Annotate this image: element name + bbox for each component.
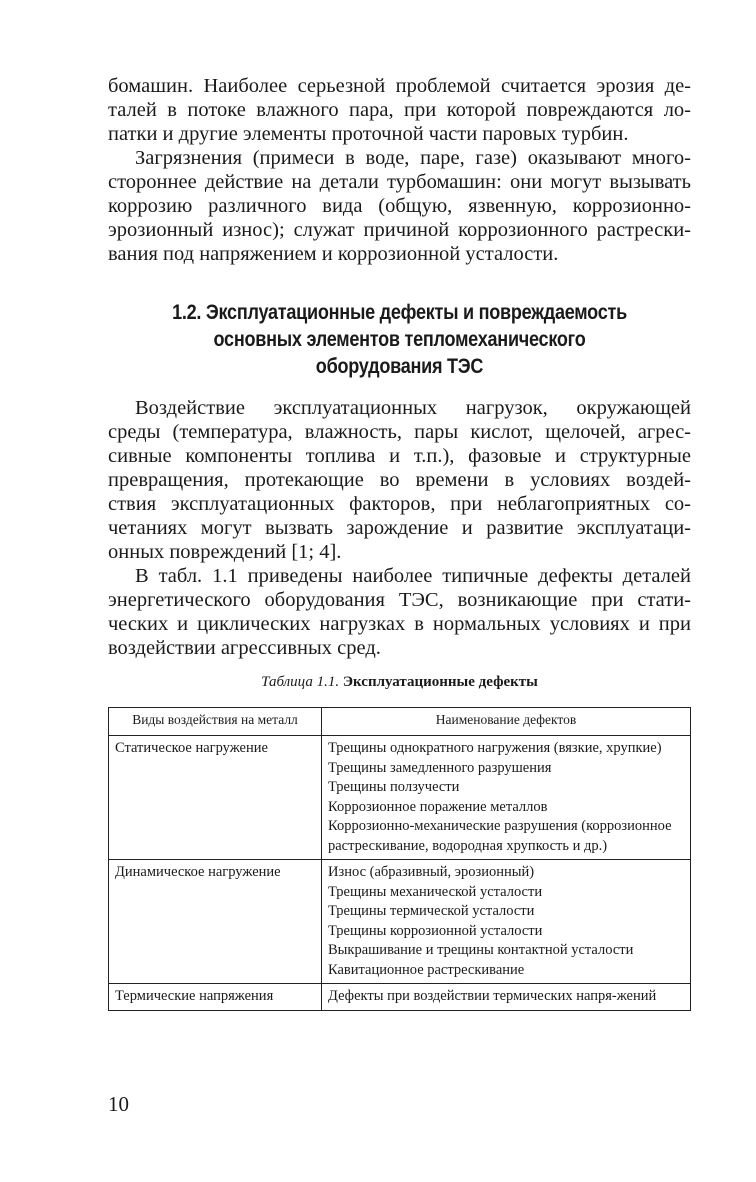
defect-item: Коррозионно-механические разрушения (коррозионное растрескивание, водородная хрупкость и др.) [328,818,672,854]
paragraph [108,146,691,266]
paragraph-line: четаниях могут вызвать зарождение и развитие эксплуатаци- [108,517,691,539]
paragraph-line: патки и другие элементы проточной части паровых турбин. [108,123,629,145]
defect-item: Коррозионное поражение металлов [328,798,548,815]
paragraph-line: Воздействие эксплуатационных нагрузок, окружающей [135,397,691,419]
impact-cell: Динамическое нагружение [109,860,322,984]
impact-cell: Статическое нагружение [109,736,322,860]
defect-item: Трещины термической усталости [328,903,535,919]
table-caption-title: Эксплуатационные дефекты [342,674,538,690]
table-body [109,736,691,1011]
section-heading-line: оборудования ТЭС [315,355,484,378]
page-number: 10 [108,1092,129,1116]
table-caption-number: Таблица 1.1. [261,674,340,690]
paragraph-line: энергетического оборудования ТЭС, возникающие при стати- [108,589,691,611]
paragraph-line: талей в потоке влажного пара, при которой повреждаются ло- [108,99,691,121]
defects-cell [322,860,691,984]
defect-item: Трещины замедленного разрушения [328,759,552,776]
paragraph-line: сивные компоненты топлива и т.п.), фазовые и структурные [108,445,691,467]
table-header-defects: Наименование дефектов [322,708,691,736]
paragraph-line: вания под напряжением и коррозионной усталости. [108,243,559,265]
paragraph-line: В табл. 1.1 приведены наиболее типичные дефекты деталей [135,565,691,587]
impact-cell: Термические напряжения [109,984,322,1011]
defect-item: Трещины однократного нагружения (вязкие, хрупкие) [328,740,662,756]
paragraph-line: превращения, протекающие во времени в условиях воздей- [108,469,691,491]
text-block-body [108,396,691,660]
defect-item: Износ (абразивный, эрозионный) [328,864,535,880]
section-heading [149,299,650,380]
paragraph-line: ческих и циклических нагрузках в нормальных условиях и при [108,613,691,635]
paragraph-line: ствия эксплуатационных факторов, при неблагоприятных со- [108,493,691,515]
paragraph-line: эрозионный износ); служат причиной коррозионного растрески- [108,219,691,241]
table-header-impact: Виды воздействия на металл [109,708,322,736]
defects-cell [322,984,691,1011]
defects-table [108,707,691,1011]
paragraph-line: онных повреждений [1; 4]. [108,541,342,563]
paragraph-line: стороннее действие на детали турбомашин: они могут вызывать [108,171,691,193]
paragraph-line: воздействии агрессивных сред. [108,637,381,659]
defect-item: Трещины механической усталости [328,883,543,900]
defect-item: Трещины коррозионной усталости [328,922,543,939]
paragraph-line: коррозию различного вида (общую, язвенную, коррозионно- [108,195,691,217]
defect-item: Трещины ползучести [328,779,460,795]
table-row [109,984,691,1011]
paragraph-line: среды (температура, влажность, пары кислот, щелочей, агрес- [108,421,691,443]
table-row [109,860,691,984]
table-header-row [109,708,691,736]
defect-item: Выкрашивание и трещины контактной усталости [328,942,634,958]
paragraph-line: бомашин. Наиболее серьезной проблемой считается эрозия де- [108,75,691,97]
section-heading-line: основных элементов тепломеханического [213,328,586,351]
defect-item: Кавитационное растрескивание [328,961,525,978]
section-heading-line: 1.2. Эксплуатационные дефекты и повреждаемость [172,301,627,324]
paragraph [108,74,691,146]
text-block-top [108,74,691,266]
table-row [109,736,691,860]
paragraph-line: Загрязнения (примеси в воде, паре, газе) оказывают много- [135,147,691,169]
defects-cell [322,736,691,860]
defect-item: Дефекты при воздействии термических напря-жений [328,988,657,1004]
paragraph [108,564,691,660]
table-caption [108,672,691,692]
paragraph [108,396,691,564]
